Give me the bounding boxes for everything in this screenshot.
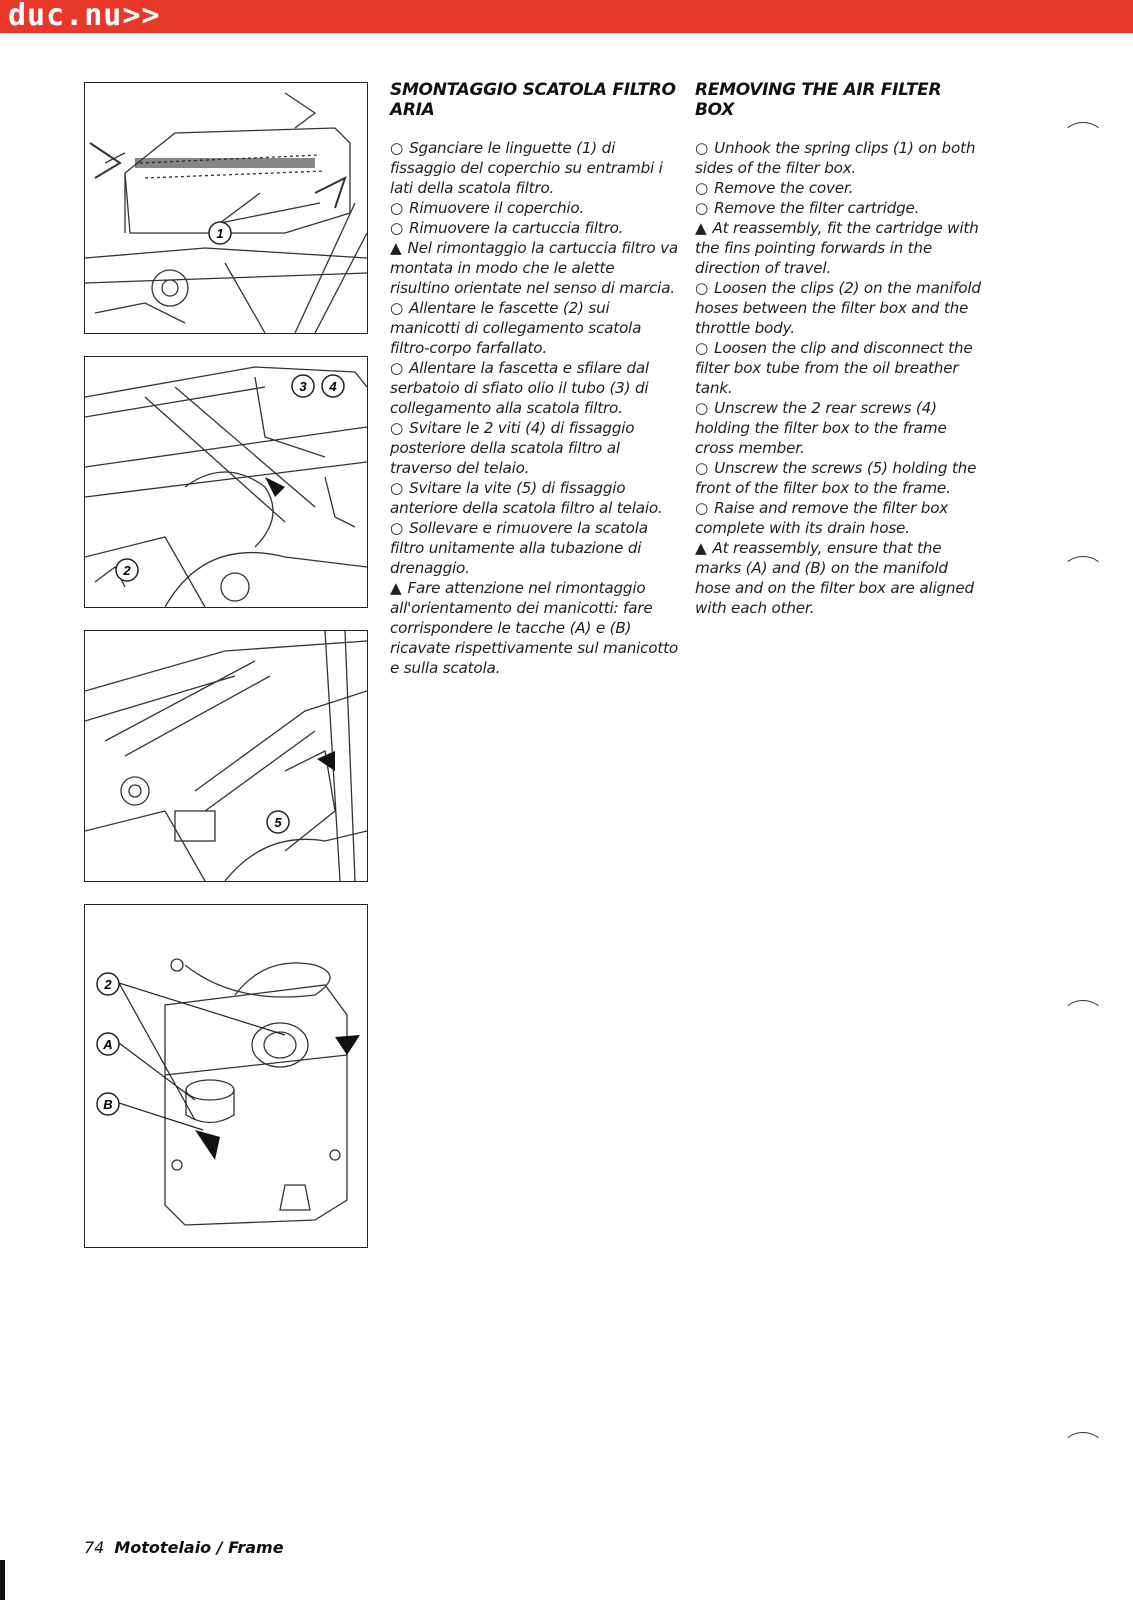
step-marker-icon: ○ <box>390 299 404 317</box>
callout-1: 1 <box>216 226 224 241</box>
step-marker-icon: ○ <box>390 219 404 237</box>
page-number: 74 <box>84 1538 105 1557</box>
page-footer <box>84 1538 284 1557</box>
step-marker-icon: ○ <box>390 199 404 217</box>
step-marker-icon: ○ <box>695 339 709 357</box>
english-title: REMOVING THE AIR FILTER BOX <box>695 80 942 120</box>
callout-2: 2 <box>104 977 112 992</box>
warning-triangle-icon: ▲ <box>695 539 707 557</box>
step-item: ○ Rimuovere la cartuccia filtro. <box>390 219 624 237</box>
warning-triangle-icon: ▲ <box>390 579 402 597</box>
callout-4: 4 <box>329 379 337 394</box>
step-item: ○ Rimuovere il coperchio. <box>390 199 585 217</box>
step-item: ○ Svitare la vite (5) di fissaggio anteriore della scatola filtro al telaio. <box>390 479 663 517</box>
callout-b: B <box>103 1097 113 1112</box>
step-item: ▲ Nel rimontaggio la cartuccia filtro va montata in modo che le alette risultino orientate nel senso di marcia. <box>390 239 678 297</box>
figure-1-illustration <box>85 83 367 333</box>
step-marker-icon: ○ <box>695 179 709 197</box>
figure-2-illustration <box>85 357 367 607</box>
step-item: ▲ Fare attenzione nel rimontaggio all'orientamento dei manicotti: fare corrispondere le tacche (A) e (B) ricavate rispettivamente sul manicotto e sulla scatola. <box>390 579 678 677</box>
figure-1 <box>84 82 368 334</box>
warning-triangle-icon: ▲ <box>390 239 402 257</box>
figure-3 <box>84 630 368 882</box>
step-marker-icon: ○ <box>695 399 709 417</box>
step-item: ○ Unscrew the 2 rear screws (4) holding the filter box to the frame cross member. <box>695 399 947 457</box>
step-item: ○ Sollevare e rimuovere la scatola filtro unitamente alla tubazione di drenaggio. <box>390 519 648 577</box>
english-column <box>695 80 983 618</box>
header-bar <box>0 0 1133 33</box>
step-marker-icon: ○ <box>390 359 404 377</box>
step-item: ○ Raise and remove the filter box complete with its drain hose. <box>695 499 949 537</box>
binder-hole-icon <box>1062 122 1104 154</box>
english-steps <box>695 138 983 618</box>
step-marker-icon: ○ <box>390 419 404 437</box>
brand-logo: duc.nu>> <box>8 0 161 33</box>
callout-a: A <box>103 1037 113 1052</box>
step-marker-icon: ○ <box>695 499 709 517</box>
step-item: ○ Remove the filter cartridge. <box>695 199 920 217</box>
binder-hole-icon <box>1062 1432 1104 1464</box>
step-item: ○ Remove the cover. <box>695 179 854 197</box>
step-item: ○ Unscrew the screws (5) holding the front of the filter box to the frame. <box>695 459 977 497</box>
figure-4 <box>84 904 368 1248</box>
step-item: ○ Unhook the spring clips (1) on both sides of the filter box. <box>695 139 976 177</box>
italian-steps <box>390 138 678 678</box>
binder-hole-icon <box>1062 1000 1104 1032</box>
step-marker-icon: ○ <box>390 519 404 537</box>
step-item: ○ Loosen the clip and disconnect the filter box tube from the oil breather tank. <box>695 339 973 397</box>
step-item: ○ Allentare la fascetta e sfilare dal serbatoio di sfiato olio il tubo (3) di collegamento alla scatola filtro. <box>390 359 649 417</box>
step-marker-icon: ○ <box>390 139 404 157</box>
step-item: ▲ At reassembly, fit the cartridge with the fins pointing forwards in the direction of travel. <box>695 219 979 277</box>
step-item: ○ Allentare le fascette (2) sui manicotti di collegamento scatola filtro-corpo farfallato. <box>390 299 642 357</box>
step-item: ○ Svitare le 2 viti (4) di fissaggio posteriore della scatola filtro al traverso del telaio. <box>390 419 635 477</box>
callout-2: 2 <box>123 563 131 578</box>
step-marker-icon: ○ <box>390 479 404 497</box>
step-marker-icon: ○ <box>695 139 709 157</box>
figure-2 <box>84 356 368 608</box>
binder-hole-icon <box>1062 556 1104 588</box>
step-item: ○ Sganciare le linguette (1) di fissaggio del coperchio su entrambi i lati della scatola filtro. <box>390 139 663 197</box>
step-item: ▲ At reassembly, ensure that the marks (A) and (B) on the manifold hose and on the filter box are aligned with each other. <box>695 539 974 617</box>
warning-triangle-icon: ▲ <box>695 219 707 237</box>
step-marker-icon: ○ <box>695 459 709 477</box>
scan-edge-mark <box>0 1560 5 1600</box>
step-marker-icon: ○ <box>695 199 709 217</box>
step-item: ○ Loosen the clips (2) on the manifold hoses between the filter box and the throttle body. <box>695 279 981 337</box>
step-marker-icon: ○ <box>695 279 709 297</box>
callout-3: 3 <box>299 379 307 394</box>
figure-3-illustration <box>85 631 367 881</box>
figure-4-illustration <box>85 905 367 1247</box>
italian-column <box>390 80 678 678</box>
callout-5: 5 <box>274 815 282 830</box>
italian-title: SMONTAGGIO SCATOLA FILTRO ARIA <box>390 80 676 120</box>
section-title: Mototelaio / Frame <box>114 1538 284 1557</box>
